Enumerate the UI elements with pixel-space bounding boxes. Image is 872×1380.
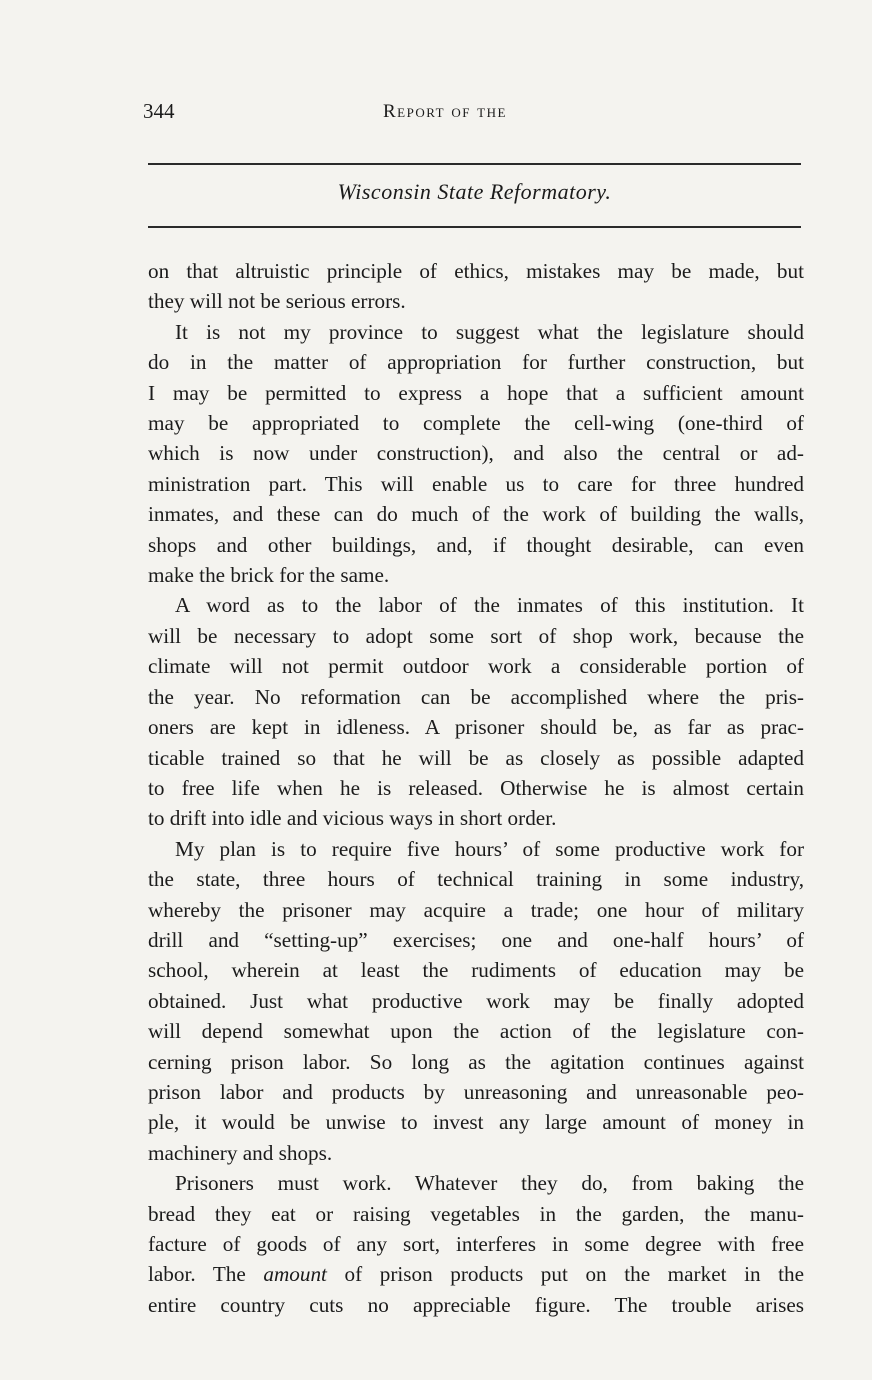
- header-rule-top: [148, 163, 801, 165]
- text-line: will be necessary to adopt some sort of shop work, because the: [148, 623, 804, 648]
- text-line: will depend somewhat upon the action of the legislature con-: [148, 1019, 804, 1044]
- text-line: the year. No reformation can be accomplished where the pris-: [148, 684, 804, 709]
- text-line: do in the matter of appropriation for further construction, but: [148, 350, 804, 375]
- text-line: climate will not permit outdoor work a considerable portion of: [148, 654, 804, 679]
- paragraph-1: [148, 256, 804, 317]
- text-line: A word as to the labor of the inmates of this institution. It: [175, 593, 804, 618]
- text-line: to drift into idle and vicious ways in short order.: [148, 806, 557, 831]
- paragraph-5: [148, 1168, 804, 1320]
- text-line: may be appropriated to complete the cell-wing (one-third of: [148, 411, 804, 436]
- text-line: whereby the prisoner may acquire a trade; one hour of military: [148, 897, 804, 922]
- text-line: facture of goods of any sort, interferes in some degree with free: [148, 1232, 804, 1256]
- text-line: drill and “setting-up” exercises; one and one-half hours’ of: [148, 927, 804, 952]
- text-line: I may be permitted to express a hope that a sufficient amount: [148, 380, 804, 405]
- text-line: My plan is to require five hours’ of some productive work for: [175, 836, 804, 861]
- text-line: ple, it would be unwise to invest any large amount of money in: [148, 1110, 804, 1135]
- running-head: Report of the: [383, 101, 507, 122]
- section-subtitle: Wisconsin State Reformatory.: [337, 179, 612, 204]
- text-line: obtained. Just what productive work may be finally adopted: [148, 988, 804, 1013]
- header-rule-bottom: [148, 226, 801, 228]
- text-segment: labor. The: [148, 1262, 264, 1287]
- text-line: ministration part. This will enable us to care for three hundred: [148, 471, 804, 496]
- text-line: ticable trained so that he will be as closely as possible adapted: [148, 745, 804, 770]
- paragraph-4: [148, 834, 804, 1168]
- body-text: [148, 256, 804, 1320]
- text-line: oners are kept in idleness. A prisoner should be, as far as prac-: [148, 715, 804, 740]
- text-line: school, wherein at least the rudiments of education may be: [148, 958, 804, 983]
- page-number: 344: [143, 99, 175, 123]
- emphasized-word: amount: [263, 1262, 327, 1287]
- text-line: Prisoners must work. Whatever they do, from baking the: [175, 1171, 804, 1196]
- text-line: prison labor and products by unreasoning and unreasonable peo-: [148, 1079, 804, 1104]
- text-segment: of prison products put on the market in the: [326, 1262, 805, 1287]
- text-line: bread they eat or raising vegetables in the garden, the manu-: [148, 1201, 804, 1226]
- text-line: the state, three hours of technical training in some industry,: [148, 867, 804, 892]
- text-line: on that altruistic principle of ethics, mistakes may be made, but: [148, 259, 804, 283]
- text-line: shops and other buildings, and, if thought desirable, can even: [148, 532, 804, 557]
- paragraph-2: [148, 317, 804, 591]
- text-line: inmates, and these can do much of the work of building the walls,: [148, 502, 804, 527]
- text-line: [148, 1259, 804, 1289]
- text-line: which is now under construction), and also the central or ad-: [148, 441, 804, 466]
- text-line: machinery and shops.: [148, 1140, 333, 1165]
- text-line: they will not be serious errors.: [148, 289, 406, 314]
- text-line: make the brick for the same.: [148, 563, 390, 588]
- text-line: It is not my province to suggest what the legislature should: [175, 319, 804, 344]
- paragraph-3: [148, 590, 804, 833]
- text-line: to free life when he is released. Otherwise he is almost certain: [148, 775, 804, 800]
- text-line: cerning prison labor. So long as the agitation continues against: [148, 1049, 804, 1074]
- text-line: entire country cuts no appreciable figure. The trouble arises: [148, 1292, 804, 1317]
